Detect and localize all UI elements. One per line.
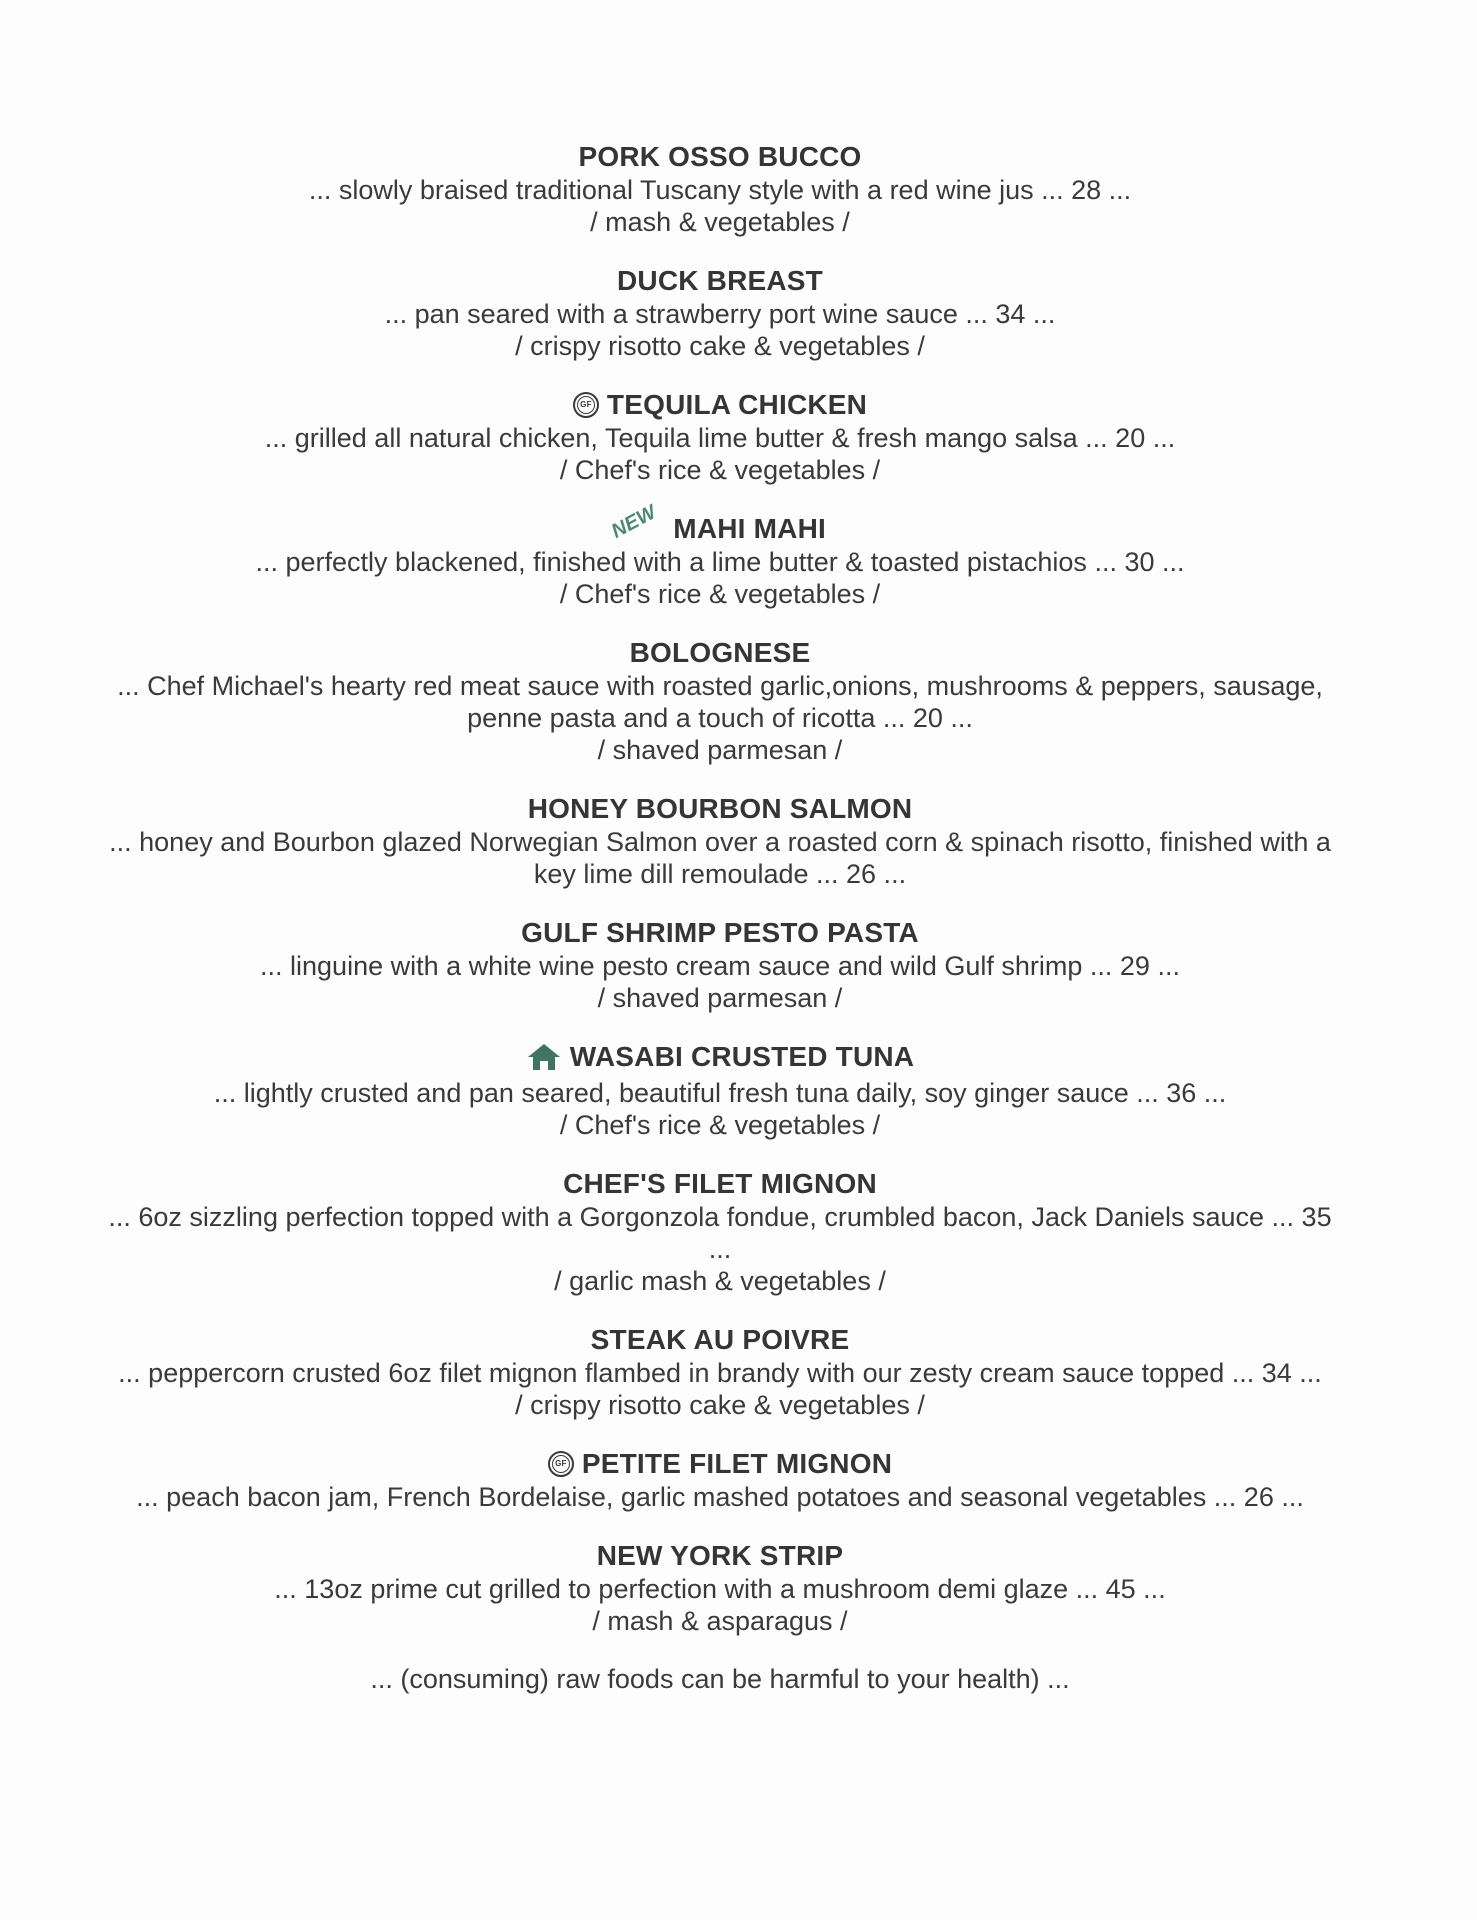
item-sides: / Chef's rice & vegetables / xyxy=(559,455,881,485)
health-disclaimer: ... (consuming) raw foods can be harmful to your health) ... xyxy=(370,1664,1070,1694)
item-description: ... peach bacon jam, French Bordelaise, garlic mashed potatoes and seasonal vegetables ... 26 ... xyxy=(136,1482,1304,1512)
item-sides: / shaved parmesan / xyxy=(597,735,843,765)
item-description: ... slowly braised traditional Tuscany style with a red wine jus ... 28 ... xyxy=(308,175,1132,205)
item-name: CHEF'S FILET MIGNON xyxy=(563,1168,877,1199)
item-name: DUCK BREAST xyxy=(617,265,823,296)
item-description: ... lightly crusted and pan seared, beautiful fresh tuna daily, soy ginger sauce ... 36 ... xyxy=(213,1078,1227,1108)
menu-item xyxy=(60,1539,1380,1637)
menu-item xyxy=(60,1040,1380,1141)
gluten-free-icon: GF xyxy=(548,1451,574,1477)
item-description: ... 13oz prime cut grilled to perfection with a mushroom demi glaze ... 45 ... xyxy=(274,1574,1166,1604)
item-description: ... linguine with a white wine pesto cream sauce and wild Gulf shrimp ... 29 ... xyxy=(260,951,1180,981)
item-description: ... perfectly blackened, finished with a lime butter & toasted pistachios ... 30 ... xyxy=(255,547,1185,577)
new-badge-icon: NEW xyxy=(607,501,660,543)
item-description: ... 6oz sizzling perfection topped with a Gorgonzola fondue, crumbled bacon, Jack Daniels sauce ... 35 xyxy=(108,1202,1332,1232)
item-sides: / Chef's rice & vegetables / xyxy=(559,1110,881,1140)
item-sides: / Chef's rice & vegetables / xyxy=(559,579,881,609)
item-name: NEW MAHI MAHI xyxy=(614,512,826,546)
item-description: ... Chef Michael's hearty red meat sauce with roasted garlic,onions, mushrooms & peppers, sausage, penne pasta and a touch of ricotta ... 20 ... xyxy=(117,671,1323,733)
item-name: PORK OSSO BUCCO xyxy=(578,141,862,172)
menu-list xyxy=(60,140,1380,1695)
item-description: ... pan seared with a strawberry port wine sauce ... 34 ... xyxy=(384,299,1056,329)
item-sides: / crispy risotto cake & vegetables / xyxy=(515,331,925,361)
menu-item xyxy=(60,792,1380,890)
menu-item xyxy=(60,1447,1380,1513)
item-name: STEAK AU POIVRE xyxy=(590,1324,850,1355)
gluten-free-icon: GF xyxy=(573,392,599,418)
item-sides: / mash & asparagus / xyxy=(592,1606,848,1636)
item-sides: / mash & vegetables / xyxy=(590,207,850,237)
item-name: NEW YORK STRIP xyxy=(596,1540,844,1571)
menu-item xyxy=(60,1167,1380,1297)
item-sides: / shaved parmesan / xyxy=(597,983,843,1013)
menu-item xyxy=(60,140,1380,238)
menu-item xyxy=(60,1323,1380,1421)
item-name: GF TEQUILA CHICKEN xyxy=(573,388,867,422)
item-name: GF PETITE FILET MIGNON xyxy=(548,1447,892,1481)
item-sides: / crispy risotto cake & vegetables / xyxy=(515,1390,925,1420)
item-name: BOLOGNESE xyxy=(629,637,811,668)
menu-item xyxy=(60,264,1380,362)
item-description: ... grilled all natural chicken, Tequila lime butter & fresh mango salsa ... 20 ... xyxy=(264,423,1176,453)
item-name: GULF SHRIMP PESTO PASTA xyxy=(521,917,919,948)
item-name: HONEY BOURBON SALMON xyxy=(527,793,913,824)
item-description: ... honey and Bourbon glazed Norwegian Salmon over a roasted corn & spinach risotto, finished with a key lime dill remoulade ... 26 ... xyxy=(109,827,1331,889)
item-description-continued: ... xyxy=(708,1234,732,1264)
item-name: WASABI CRUSTED TUNA xyxy=(526,1040,914,1074)
item-description: ... peppercorn crusted 6oz filet mignon flambed in brandy with our zesty cream sauce topped ... 34 ... xyxy=(118,1358,1322,1388)
menu-item xyxy=(60,388,1380,486)
menu-item xyxy=(60,501,1380,610)
menu-item xyxy=(60,636,1380,766)
item-sides: / garlic mash & vegetables / xyxy=(554,1266,886,1296)
menu-item xyxy=(60,916,1380,1014)
house-icon xyxy=(526,1042,562,1072)
